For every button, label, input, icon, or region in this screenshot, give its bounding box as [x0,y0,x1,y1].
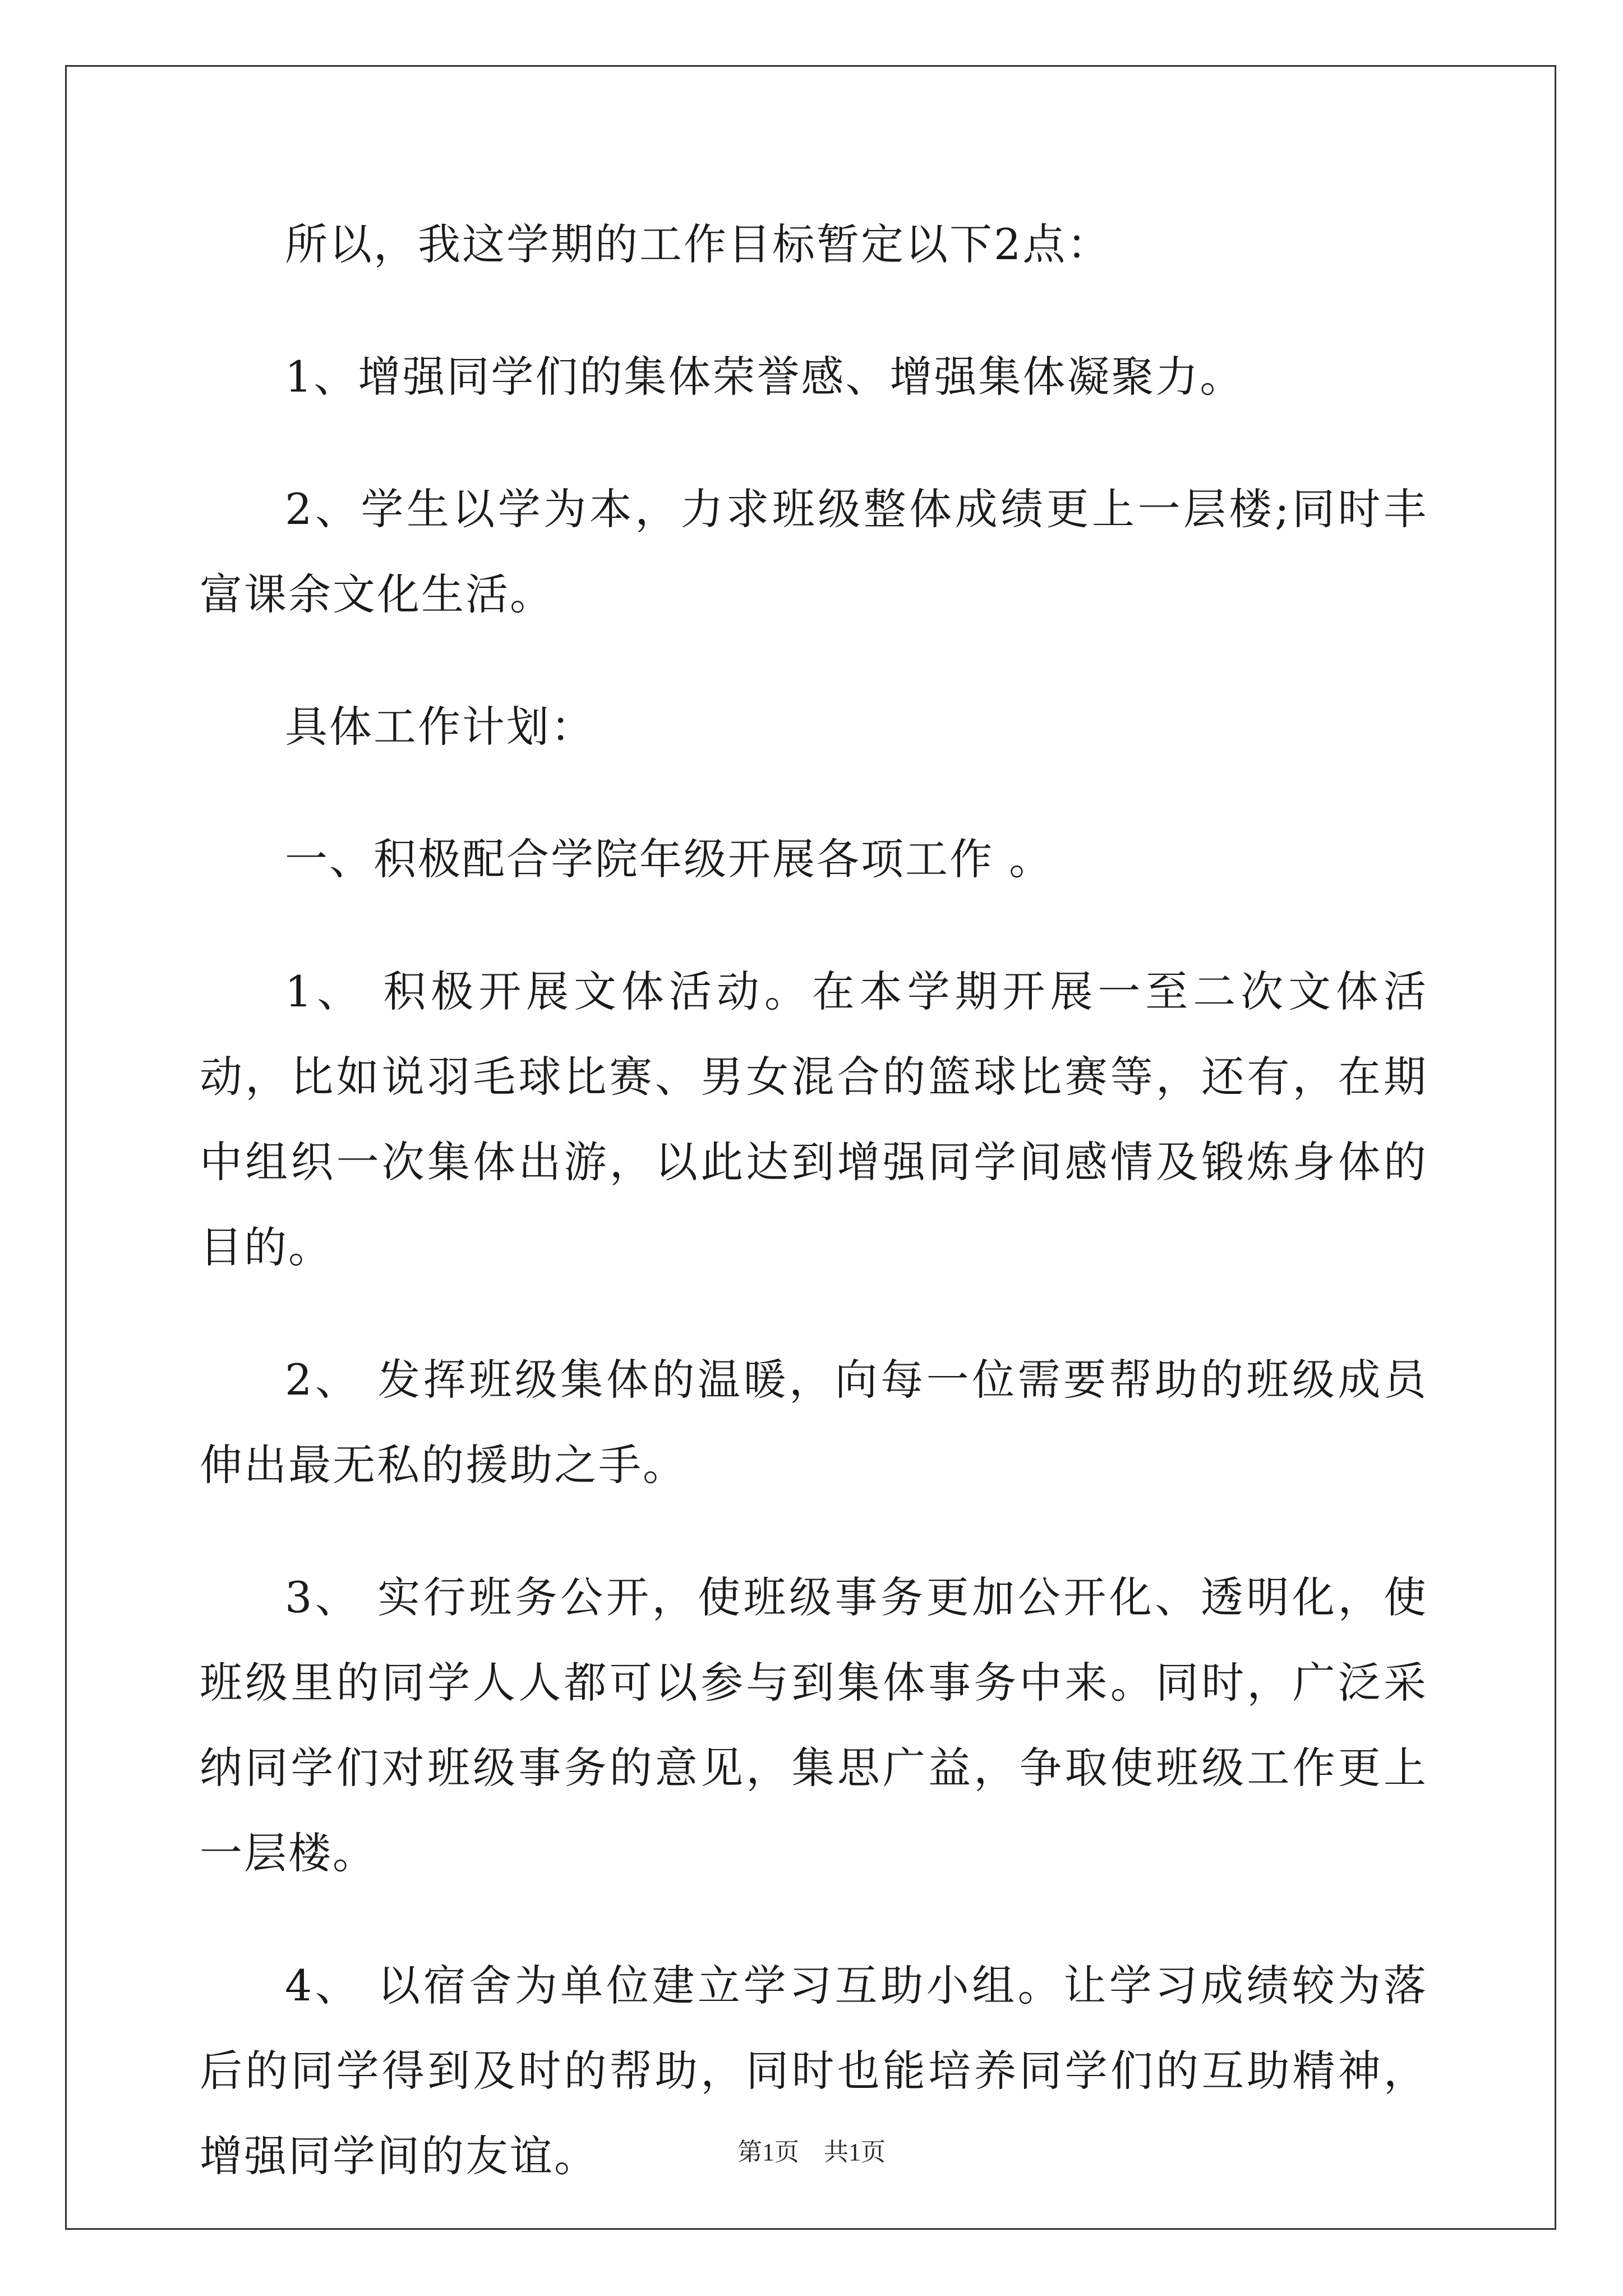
page-number-footer: 第1页 共1页 [737,2138,886,2166]
paragraph-item-3: 3、 实行班务公开，使班级事务更加公开化、透明化，使班级里的同学人人都可以参与到集体事务中来。同时，广泛采纳同学们对班级事务的意见，集思广益，争取使班级工作更上一层楼。 [200,1572,1428,1878]
paragraph-item-4: 4、 以宿舍为单位建立学习互助小组。让学习成绩较为落后的同学得到及时的帮助，同时也能培养同学们的互助精神，增强同学间的友谊。 [200,1961,1428,2181]
paragraph-goal-1: 1、增强同学们的集体荣誉感、增强集体凝聚力。 [285,352,1244,402]
paragraph-item-2: 2、 发挥班级集体的温暖，向每一位需要帮助的班级成员伸出最无私的援助之手。 [200,1355,1428,1490]
paragraph-section-1: 一、积极配合学院年级开展各项工作 。 [285,834,1054,884]
document-body [200,202,1428,2199]
paragraph-goal-2: 2、学生以学为本，力求班级整体成绩更上一层楼;同时丰富课余文化生活。 [200,484,1428,619]
paragraph-plan-heading: 具体工作计划： [285,702,595,752]
paragraph-goal-intro: 所以，我这学期的工作目标暂定以下2点： [285,219,1112,269]
paragraph-item-1: 1、 积极开展文体活动。在本学期开展一至二次文体活动，比如说羽毛球比赛、男女混合的篮球比赛等，还有，在期中组织一次集体出游，以此达到增强同学间感情及锻炼身体的目的。 [200,967,1428,1272]
